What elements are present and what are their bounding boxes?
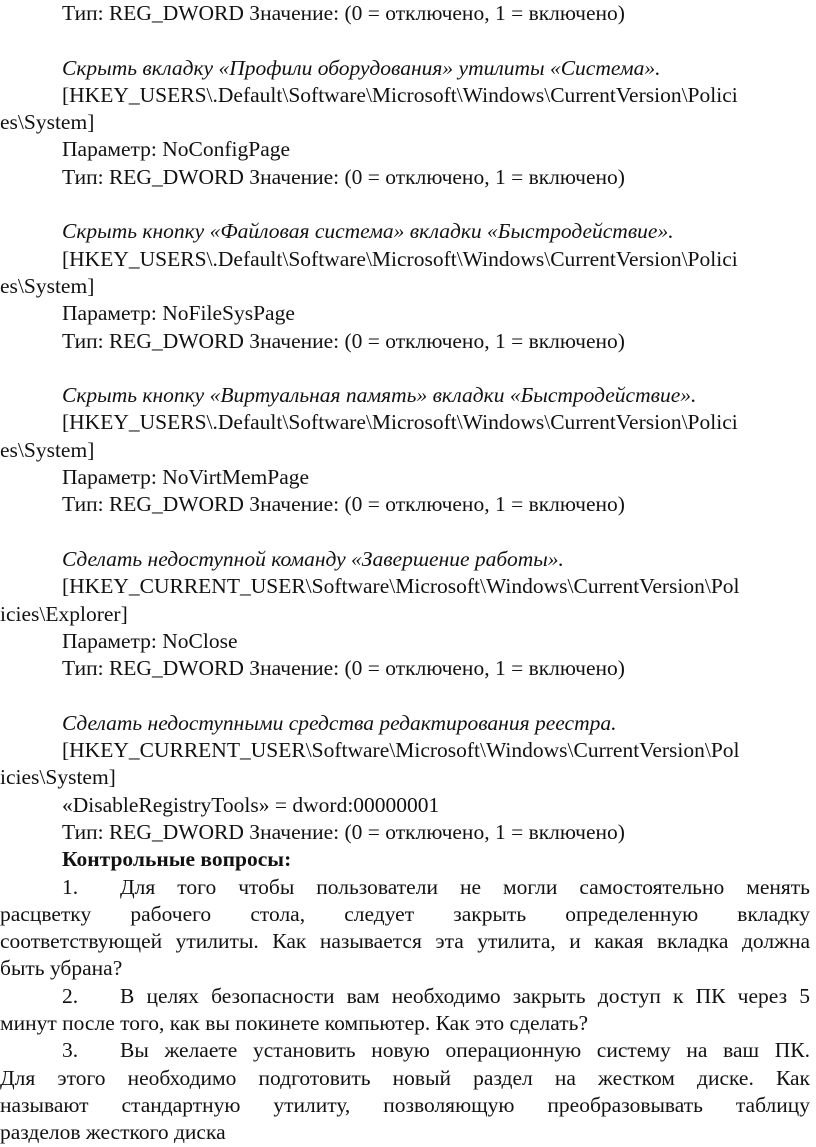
- question-number: 1.: [62, 874, 79, 899]
- registry-parameter: «DisableRegistryTools» = dword:00000001: [62, 792, 440, 817]
- registry-key: [HKEY_USERS\.Default\Software\Microsoft\Windows\CurrentVersion\Polici: [62, 246, 738, 271]
- question-text: минут после того, как вы покинете компьютер. Как это сделать?: [0, 1010, 588, 1035]
- entry-title: Скрыть кнопку «Виртуальная память» вкладки «Быстродействие».: [62, 383, 697, 408]
- registry-type-line: Тип: REG_DWORD Значение: (0 = отключено, 1 = включено): [62, 328, 625, 353]
- registry-parameter: Параметр: NoConfigPage: [62, 137, 291, 162]
- spacer: [0, 519, 810, 546]
- registry-entry: [0, 382, 810, 518]
- registry-key-continued: es\System]: [0, 110, 95, 135]
- entry-title: Скрыть вкладку «Профили оборудования» утилиты «Система».: [62, 55, 661, 80]
- registry-type-line: Тип: REG_DWORD Значение: (0 = отключено, 1 = включено): [62, 492, 625, 517]
- registry-parameter: Параметр: NoVirtMemPage: [62, 465, 310, 490]
- registry-key: [HKEY_USERS\.Default\Software\Microsoft\Windows\CurrentVersion\Polici: [62, 82, 738, 107]
- question-item: [0, 983, 810, 1038]
- questions-heading: Контрольные вопросы:: [62, 847, 292, 872]
- registry-type-line: Тип: REG_DWORD Значение: (0 = отключено, 1 = включено): [62, 819, 625, 844]
- spacer: [0, 355, 810, 382]
- registry-key-continued: icies\Explorer]: [0, 601, 128, 626]
- registry-key: [HKEY_USERS\.Default\Software\Microsoft\Windows\CurrentVersion\Polici: [62, 410, 738, 435]
- spacer: [0, 191, 810, 218]
- question-text: называют стандартную утилиту, позволяющую преобразовывать таблицу: [0, 1092, 810, 1117]
- question-text: соответствующей утилиты. Как называется эта утилита, и какая вкладка должна: [0, 929, 810, 954]
- registry-entry: [0, 55, 810, 191]
- registry-key: [HKEY_CURRENT_USER\Software\Microsoft\Windows\CurrentVersion\Pol: [62, 738, 740, 763]
- question-text: В целях безопасности вам необходимо закрыть доступ к ПК через 5: [120, 983, 810, 1008]
- question-text: Для этого необходимо подготовить новый раздел на жестком диске. Как: [0, 1065, 810, 1090]
- question-text: расцветку рабочего стола, следует закрыть определенную вкладку: [0, 901, 810, 926]
- registry-parameter: Параметр: NoFileSysPage: [62, 301, 295, 326]
- question-text: быть убрана?: [0, 956, 123, 981]
- registry-type-line: Тип: REG_DWORD Значение: (0 = отключено, 1 = включено): [62, 656, 625, 681]
- question-item: [0, 874, 810, 983]
- registry-key: [HKEY_CURRENT_USER\Software\Microsoft\Windows\CurrentVersion\Pol: [62, 574, 740, 599]
- registry-parameter: Параметр: NoClose: [62, 628, 238, 653]
- entry-title: Сделать недоступными средства редактирования реестра.: [62, 710, 617, 735]
- question-text: Для того чтобы пользователи не могли самостоятельно менять: [120, 874, 810, 899]
- question-text: разделов жесткого диска: [0, 1120, 226, 1145]
- registry-key-continued: es\System]: [0, 437, 95, 462]
- question-number: 3.: [62, 1038, 79, 1063]
- spacer: [0, 27, 810, 54]
- spacer: [0, 682, 810, 709]
- question-text: Вы желаете установить новую операционную систему на ваш ПК.: [120, 1038, 810, 1063]
- registry-key-continued: es\System]: [0, 273, 95, 298]
- registry-entry: [0, 218, 810, 354]
- question-item: [0, 1037, 810, 1146]
- registry-entry: [0, 710, 810, 846]
- entry-title: Скрыть кнопку «Файловая система» вкладки «Быстродействие».: [62, 219, 674, 244]
- registry-type-line: Тип: REG_DWORD Значение: (0 = отключено, 1 = включено): [62, 164, 625, 189]
- entry-title: Сделать недоступной команду «Завершение работы».: [62, 546, 564, 571]
- question-number: 2.: [62, 983, 79, 1008]
- registry-type-line: Тип: REG_DWORD Значение: (0 = отключено, 1 = включено): [62, 1, 625, 25]
- registry-entry: [0, 546, 810, 682]
- registry-key-continued: icies\System]: [0, 765, 116, 790]
